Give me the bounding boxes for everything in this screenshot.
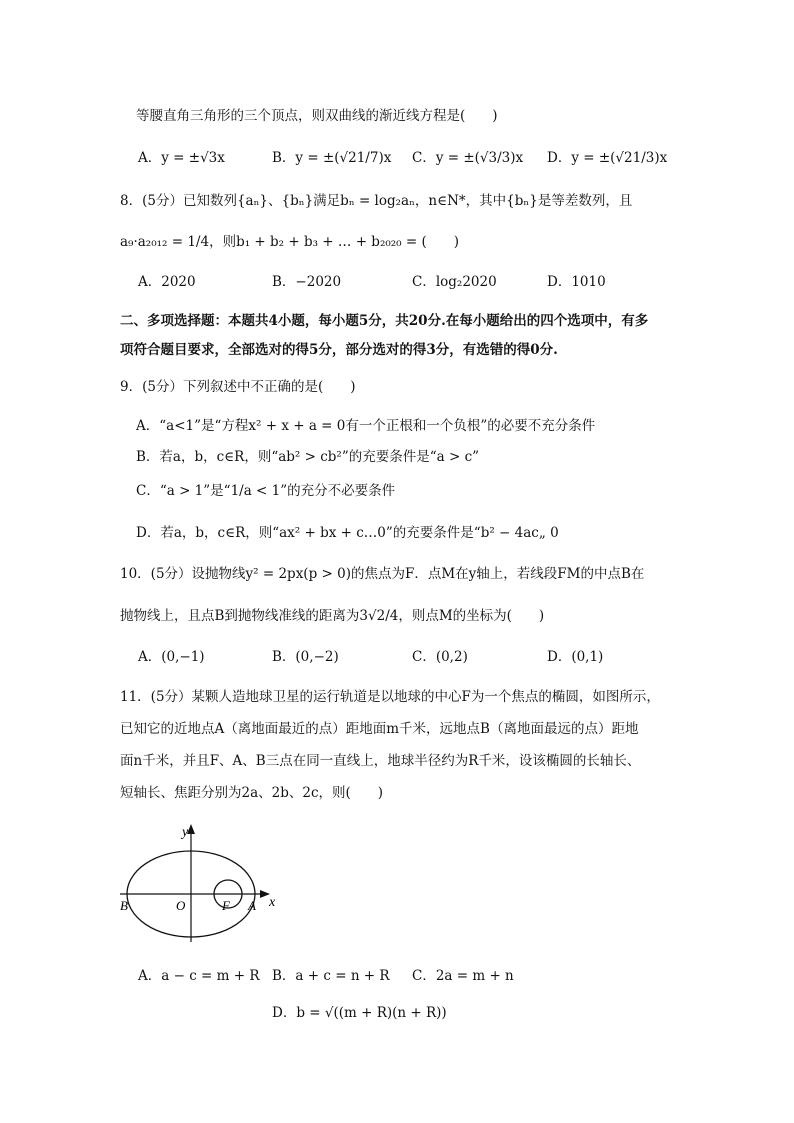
label-a: A: [248, 898, 256, 913]
label-b: B: [120, 898, 128, 913]
q11-stem-line4: 短轴长、焦距分别为2a、2b、2c，则( ): [120, 785, 384, 801]
q7-option-a[interactable]: A．y = ±√3x: [138, 150, 225, 166]
q7-option-d[interactable]: D．y = ±(√21/3)x: [547, 150, 668, 166]
label-x: x: [269, 895, 276, 910]
q11-option-c[interactable]: C．2a = m + n: [412, 968, 514, 984]
q8-stem-line1: 8．(5分）已知数列{aₙ}、{bₙ}满足bₙ = log₂aₙ，n∈N*，其中{bₙ}是等差数列，且: [120, 193, 633, 209]
q10-option-c[interactable]: C．(0,2): [412, 649, 468, 665]
q9-option-b[interactable]: B．若a，b，c∈R，则“ab² > cb²”的充要条件是“a > c”: [136, 449, 480, 465]
q9-option-d[interactable]: D．若a，b，c∈R，则“ax² + bx + c…0”的充要条件是“b² − 4ac„ 0: [136, 525, 559, 541]
q8-option-d[interactable]: D．1010: [547, 274, 606, 290]
q10-stem-line2: 抛物线上，且点B到抛物线准线的距离为3√2/4，则点M的坐标为( ): [120, 608, 545, 624]
q9-stem: 9．(5分）下列叙述中不正确的是( ): [120, 379, 356, 395]
q10-option-d[interactable]: D．(0,1): [547, 649, 604, 665]
q8-stem-line2: a₉·a₂₀₁₂ = 1/4，则b₁ + b₂ + b₃ + … + b₂₀₂₀ = ( ): [120, 234, 460, 250]
label-f: F: [222, 898, 230, 913]
q11-option-a[interactable]: A．a − c = m + R: [138, 968, 260, 984]
q7-stem-tail: 等腰直角三角形的三个顶点，则双曲线的渐近线方程是( ): [136, 108, 498, 124]
q11-stem-line3: 面n千米，并且F、A、B三点在同一直线上，地球半径约为R千米，设该椭圆的长轴长、: [120, 753, 641, 769]
q11-stem-line1: 11．(5分）某颗人造地球卫星的运行轨道是以地球的中心F为一个焦点的椭圆，如图所示，: [120, 689, 660, 705]
q8-option-a[interactable]: A．2020: [138, 274, 196, 290]
label-o: O: [176, 898, 186, 913]
section2-header-line2: 项符合题目要求，全部选对的得5分，部分选对的得3分，有选错的得0分.: [120, 342, 558, 358]
q7-option-c[interactable]: C．y = ±(√3/3)x: [412, 150, 524, 166]
q10-option-a[interactable]: A．(0,−1): [138, 649, 205, 665]
q8-option-c[interactable]: C．log₂2020: [412, 274, 497, 290]
q11-option-b[interactable]: B．a + c = n + R: [272, 968, 390, 984]
section2-header-line1: 二、多项选择题：本题共4小题，每小题5分，共20分.在每小题给出的四个选项中，有多: [120, 313, 649, 329]
q10-option-b[interactable]: B．(0,−2): [272, 649, 339, 665]
q10-stem-line1: 10．(5分）设抛物线y² = 2px(p > 0)的焦点为F．点M在y轴上，若线段FM的中点B在: [120, 566, 645, 582]
q9-option-a[interactable]: A．“a<1”是“方程x² + x + a = 0有一个正根和一个负根”的必要不充分条件: [136, 418, 596, 434]
q11-option-d[interactable]: D．b = √((m + R)(n + R)): [272, 1005, 447, 1021]
q7-option-b[interactable]: B．y = ±(√21/7)x: [272, 150, 392, 166]
q11-stem-line2: 已知它的近地点A（离地面最近的点）距地面m千米，远地点B（离地面最远的点）距地: [120, 721, 639, 737]
orbit-figure: [112, 818, 292, 950]
q8-option-b[interactable]: B．−2020: [272, 274, 342, 290]
q9-option-c[interactable]: C．“a > 1”是“1/a < 1”的充分不必要条件: [136, 483, 396, 499]
label-y: y: [182, 825, 189, 840]
